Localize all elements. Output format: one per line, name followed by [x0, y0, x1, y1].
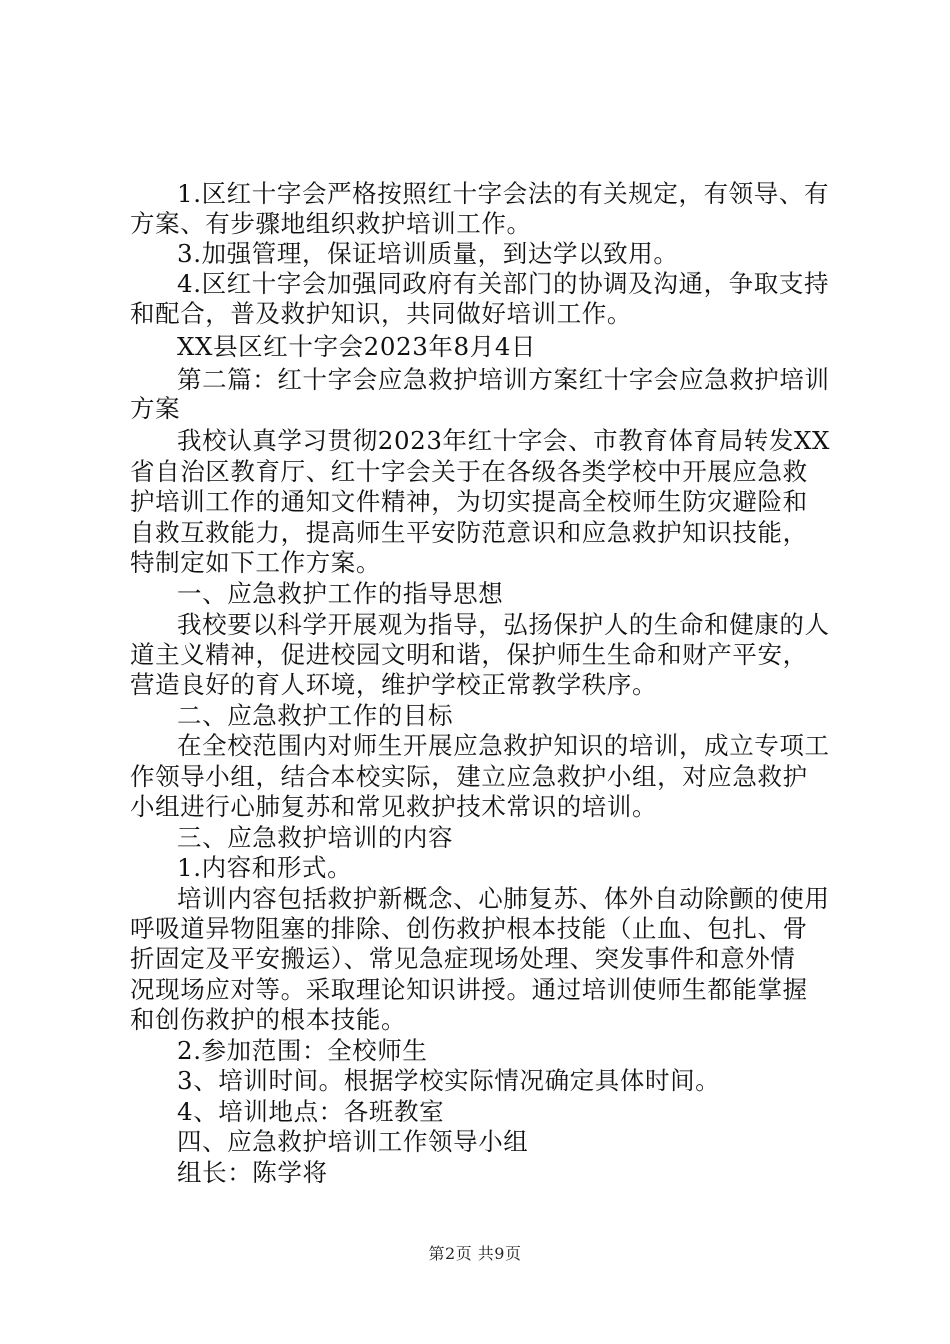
signature-date-line: XX县区红十字会2023年8月4日 [177, 332, 537, 361]
paragraph-line: 方案、有步骤地组织救护培训工作。 [130, 209, 532, 238]
paragraph-line: 护培训工作的通知文件精神，为切实提高全校师生防灾避险和 [130, 487, 808, 516]
heading-line: 一、应急救护工作的指导思想 [177, 579, 504, 608]
paragraph-line: 我校认真学习贯彻2023年红十字会、市教育体育局转发XX [177, 426, 831, 455]
paragraph-line: 况现场应对等。采取理论知识讲授。通过培训使师生都能掌握 [130, 975, 808, 1004]
paragraph-line: 和创伤救护的根本技能。 [130, 1005, 407, 1034]
paragraph-line: 折固定及平安搬运）、常见急症现场处理、突发事件和意外情 [130, 944, 796, 973]
paragraph-line: 自救互救能力，提高师生平安防范意识和应急救护知识技能， [130, 518, 808, 547]
paragraph-line: 道主义精神，促进校园文明和谐，保护师生生命和财产平安， [130, 640, 808, 669]
paragraph-line: 特制定如下工作方案。 [130, 548, 381, 577]
paragraph-line: 和配合，普及救护知识，共同做好培训工作。 [130, 299, 632, 328]
heading-line: 二、应急救护工作的目标 [177, 701, 454, 730]
paragraph-line: 呼吸道异物阻塞的排除、创伤救护根本技能（止血、包扎、骨 [130, 914, 808, 943]
heading-line: 三、应急救护培训的内容 [177, 823, 454, 852]
paragraph-line: 我校要以科学开展观为指导，弘扬保护人的生命和健康的人 [177, 610, 830, 639]
paragraph-line: 组长：陈学将 [177, 1158, 328, 1187]
paragraph-line: 小组进行心肺复苏和常见救护技术常识的培训。 [130, 792, 658, 821]
paragraph-line: 4、培训地点：各班教室 [177, 1097, 445, 1126]
paragraph-line: 作领导小组，结合本校实际，建立应急救护小组，对应急救护 [130, 762, 808, 791]
paragraph-line: 2.参加范围：全校师生 [177, 1036, 428, 1065]
paragraph-line: 4.区红十字会加强同政府有关部门的协调及沟通，争取支持 [177, 269, 830, 298]
paragraph-line: 3、培训时间。根据学校实际情况确定具体时间。 [177, 1066, 721, 1095]
paragraph-line: 营造良好的育人环境，维护学校正常教学秩序。 [130, 670, 658, 699]
section-title-line: 方案 [130, 394, 181, 423]
paragraph-line: 在全校范围内对师生开展应急救护知识的培训，成立专项工 [177, 731, 830, 760]
heading-line: 四、应急救护培训工作领导小组 [177, 1127, 529, 1156]
paragraph-line: 培训内容包括救护新概念、心肺复苏、体外自动除颤的使用 [177, 884, 830, 913]
paragraph-line: 1.内容和形式。 [177, 853, 353, 882]
paragraph-line: 3.加强管理，保证培训质量，到达学以致用。 [177, 239, 679, 268]
paragraph-line: 省自治区教育厅、红十字会关于在各级各类学校中开展应急救 [130, 457, 808, 486]
page-number-footer: 第2页 共9页 [428, 1244, 522, 1263]
section-title-line: 第二篇：红十字会应急救护培训方案红十字会应急救护培训 [177, 365, 830, 394]
paragraph-line: 1.区红十字会严格按照红十字会法的有关规定，有领导、有 [177, 179, 830, 208]
